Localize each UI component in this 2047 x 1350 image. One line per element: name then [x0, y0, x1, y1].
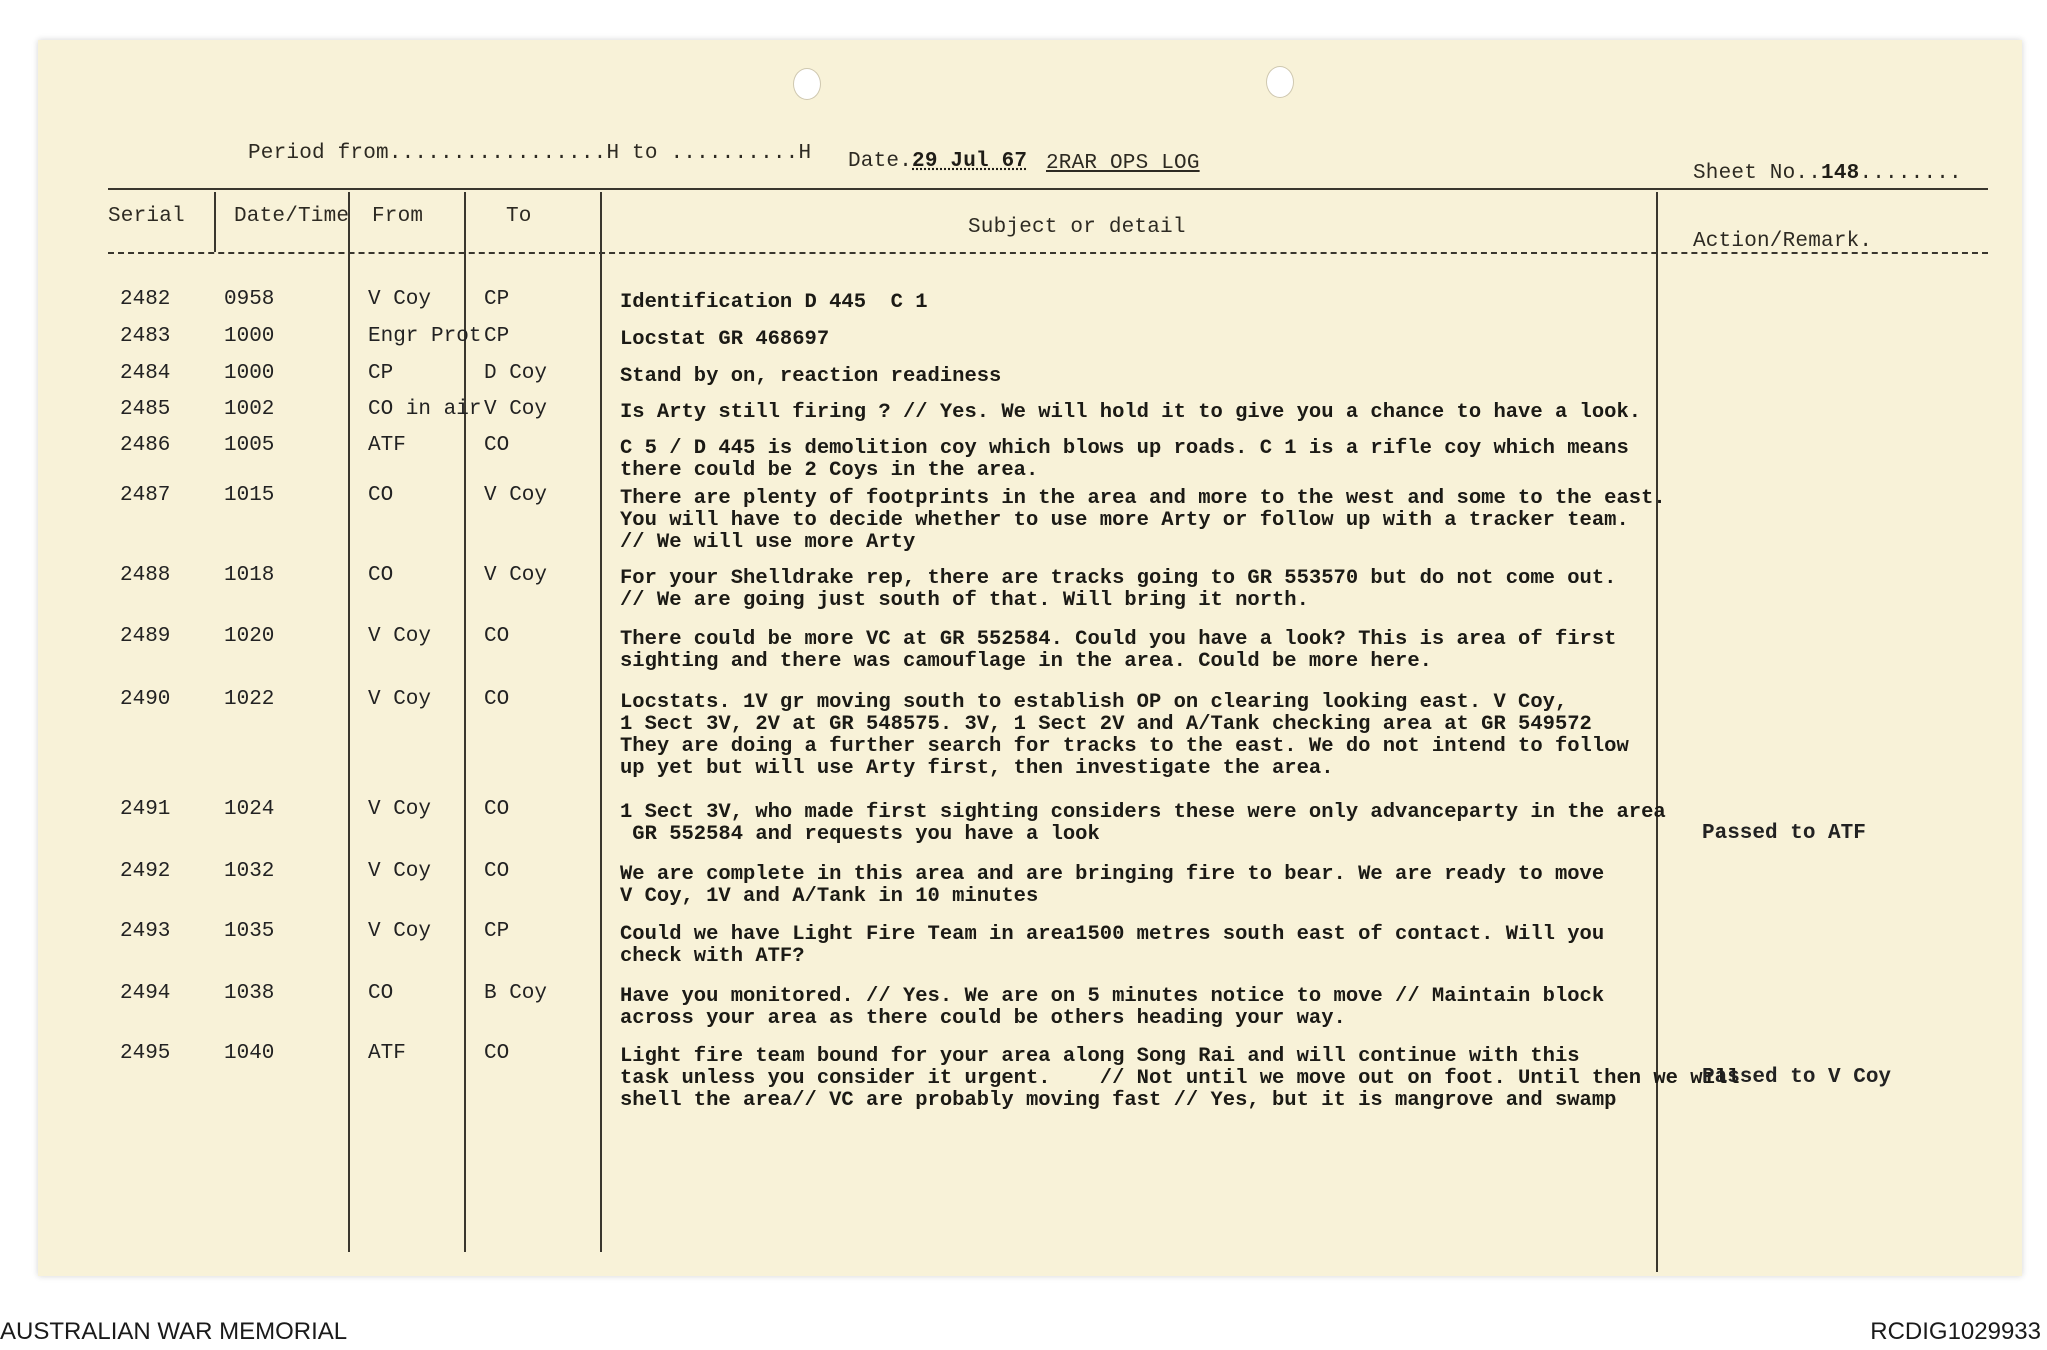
time-cell: 1000	[224, 362, 275, 385]
col-datetime: Date/Time	[234, 205, 350, 228]
from-cell: V Coy	[368, 860, 432, 883]
to-cell: CP	[484, 920, 510, 943]
from-cell: CO in air	[368, 398, 482, 421]
rule-datetime	[348, 192, 350, 1252]
to-cell: B Coy	[484, 982, 548, 1005]
serial-cell: 2491	[120, 798, 171, 821]
time-cell: 1024	[224, 798, 275, 821]
from-cell: V Coy	[368, 688, 432, 711]
from-cell: Engr Prot	[368, 325, 482, 348]
time-cell: 1000	[224, 325, 275, 348]
rule-to	[600, 192, 602, 1252]
subject-cell: Locstats. 1V gr moving south to establish OP on clearing looking east. V Coy, 1 Sect 3V, 2V at GR 548575. 3V, 1 Sect 2V and A/Tank checking area at GR 549572 They are doing a further search for tracks to the east. We do not intend to follow up yet but will use Arty first, then investigate the area.	[620, 691, 1629, 780]
to-cell: CO	[484, 1042, 510, 1065]
time-cell: 1022	[224, 688, 275, 711]
to-cell: CO	[484, 688, 510, 711]
subject-cell: Locstat GR 468697	[620, 328, 830, 351]
serial-cell: 2483	[120, 325, 171, 348]
time-cell: 0958	[224, 288, 275, 311]
punch-hole-right	[1266, 66, 1294, 98]
subject-cell: Stand by on, reaction readiness	[620, 365, 1002, 388]
serial-cell: 2484	[120, 362, 171, 385]
period-label: Period from.................H to ..........H	[248, 142, 812, 165]
subject-cell: Could we have Light Fire Team in area1500 metres south east of contact. Will you check with ATF?	[620, 923, 1605, 968]
to-cell: V Coy	[484, 398, 548, 421]
from-cell: CP	[368, 362, 394, 385]
subject-cell: Identification D 445 C 1	[620, 291, 928, 314]
subject-cell: Have you monitored. // Yes. We are on 5 minutes notice to move // Maintain block across your area as there could be others heading your way.	[620, 985, 1605, 1030]
serial-cell: 2493	[120, 920, 171, 943]
from-cell: CO	[368, 484, 394, 507]
subject-cell: C 5 / D 445 is demolition coy which blows up roads. C 1 is a rifle coy which means there could be 2 Coys in the area.	[620, 437, 1629, 482]
rule-serial	[214, 192, 216, 252]
subject-cell: We are complete in this area and are bringing fire to bear. We are ready to move V Coy, 1V and A/Tank in 10 minutes	[620, 863, 1605, 908]
log-sheet	[38, 40, 2022, 1276]
footer-right: RCDIG1029933	[1870, 1318, 2041, 1345]
sheet-label: Sheet No..	[1693, 162, 1822, 185]
from-cell: CO	[368, 564, 394, 587]
footer-left: AUSTRALIAN WAR MEMORIAL	[0, 1318, 348, 1345]
date-label	[848, 150, 1027, 173]
from-cell: CO	[368, 982, 394, 1005]
col-from: From	[372, 205, 424, 228]
serial-cell: 2489	[120, 625, 171, 648]
from-cell: V Coy	[368, 920, 432, 943]
col-action: Action/Remark.	[1693, 230, 1873, 253]
to-cell: V Coy	[484, 564, 548, 587]
time-cell: 1005	[224, 434, 275, 457]
from-cell: V Coy	[368, 798, 432, 821]
time-cell: 1032	[224, 860, 275, 883]
to-cell: CP	[484, 325, 510, 348]
col-serial: Serial	[108, 205, 185, 228]
sheet-number	[1693, 162, 1962, 185]
from-cell: ATF	[368, 1042, 406, 1065]
subject-cell: Is Arty still firing ? // Yes. We will hold it to give you a chance to have a look.	[620, 401, 1642, 424]
time-cell: 1020	[224, 625, 275, 648]
subject-cell: Light fire team bound for your area along Song Rai and will continue with this task unless you consider it urgent. // Not until we move out on foot. Until then we will shell the area// VC are probably moving fast // Yes, but it is mangrove and swamp	[620, 1045, 1740, 1112]
serial-cell: 2490	[120, 688, 171, 711]
serial-cell: 2494	[120, 982, 171, 1005]
action-cell: Passed to ATF	[1702, 822, 1866, 845]
to-cell: CO	[484, 860, 510, 883]
time-cell: 1040	[224, 1042, 275, 1065]
col-subject: Subject or detail	[968, 216, 1186, 239]
time-cell: 1002	[224, 398, 275, 421]
serial-cell: 2485	[120, 398, 171, 421]
time-cell: 1018	[224, 564, 275, 587]
subject-cell: For your Shelldrake rep, there are tracks going to GR 553570 but do not come out. // We are going just south of that. Will bring it north.	[620, 567, 1617, 612]
time-cell: 1015	[224, 484, 275, 507]
time-cell: 1038	[224, 982, 275, 1005]
to-cell: CO	[484, 798, 510, 821]
sheet-dots: ........	[1859, 162, 1962, 185]
from-cell: V Coy	[368, 625, 432, 648]
to-cell: CO	[484, 625, 510, 648]
serial-cell: 2482	[120, 288, 171, 311]
header-rule-top	[108, 188, 1988, 190]
rule-from	[464, 192, 466, 1252]
serial-cell: 2486	[120, 434, 171, 457]
subject-cell: There are plenty of footprints in the area and more to the west and some to the east. You will have to decide whether to use more Arty or follow up with a tracker team. // We will use more Arty	[620, 487, 1666, 554]
date-value: 29 Jul 67	[912, 150, 1028, 173]
from-cell: V Coy	[368, 288, 432, 311]
subject-cell: There could be more VC at GR 552584. Could you have a look? This is area of first sighting and there was camouflage in the area. Could be more here.	[620, 628, 1617, 673]
subject-cell: 1 Sect 3V, who made first sighting considers these were only advanceparty in the area GR 552584 and requests you have a look	[620, 801, 1666, 846]
to-cell: V Coy	[484, 484, 548, 507]
col-to: To	[506, 205, 532, 228]
serial-cell: 2487	[120, 484, 171, 507]
to-cell: CO	[484, 434, 510, 457]
sheet-value: 148	[1821, 162, 1860, 185]
from-cell: ATF	[368, 434, 406, 457]
punch-hole-left	[793, 68, 821, 100]
to-cell: D Coy	[484, 362, 548, 385]
serial-cell: 2488	[120, 564, 171, 587]
serial-cell: 2492	[120, 860, 171, 883]
date-label-text: Date.	[848, 150, 913, 173]
action-cell: Passed to V Coy	[1702, 1066, 1892, 1089]
time-cell: 1035	[224, 920, 275, 943]
log-title: 2RAR OPS LOG	[1046, 152, 1200, 175]
to-cell: CP	[484, 288, 510, 311]
serial-cell: 2495	[120, 1042, 171, 1065]
